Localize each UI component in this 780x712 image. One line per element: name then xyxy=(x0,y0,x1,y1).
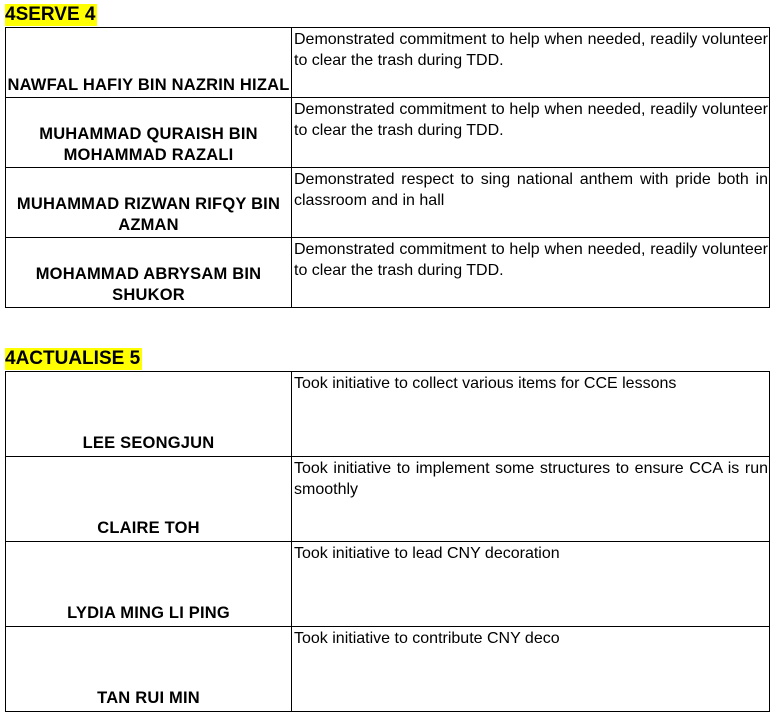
student-name: NAWFAL HAFIY BIN NAZRIN HIZAL xyxy=(6,28,292,98)
student-description: Demonstrated commitment to help when needed, readily volunteer to clear the trash during TDD. xyxy=(292,238,770,308)
table-row xyxy=(6,372,770,457)
student-description: Took initiative to lead CNY decoration xyxy=(292,542,770,627)
student-name: CLAIRE TOH xyxy=(6,457,292,542)
student-description: Demonstrated respect to sing national anthem with pride both in classroom and in hall xyxy=(292,168,770,238)
student-name: MUHAMMAD RIZWAN RIFQY BIN AZMAN xyxy=(6,168,292,238)
student-description: Took initiative to implement some structures to ensure CCA is run smoothly xyxy=(292,457,770,542)
student-name: TAN RUI MIN xyxy=(6,627,292,712)
student-description: Took initiative to contribute CNY deco xyxy=(292,627,770,712)
student-description: Took initiative to collect various items for CCE lessons xyxy=(292,372,770,457)
student-description: Demonstrated commitment to help when needed, readily volunteer to clear the trash during TDD. xyxy=(292,28,770,98)
table-row xyxy=(6,542,770,627)
student-name: LEE SEONGJUN xyxy=(6,372,292,457)
student-name: MUHAMMAD QURAISH BIN MOHAMMAD RAZALI xyxy=(6,98,292,168)
table-4actualise xyxy=(5,371,770,712)
table-row xyxy=(6,28,770,98)
table-row xyxy=(6,627,770,712)
table-row xyxy=(6,238,770,308)
student-name: MOHAMMAD ABRYSAM BIN SHUKOR xyxy=(6,238,292,308)
student-description: Demonstrated commitment to help when needed, readily volunteer to clear the trash during TDD. xyxy=(292,98,770,168)
table-row xyxy=(6,98,770,168)
section-title-4serve: 4SERVE 4 xyxy=(5,4,96,25)
table-4serve xyxy=(5,27,770,308)
section-title-4actualise: 4ACTUALISE 5 xyxy=(5,348,141,369)
student-name: LYDIA MING LI PING xyxy=(6,542,292,627)
table-row xyxy=(6,457,770,542)
table-row xyxy=(6,168,770,238)
